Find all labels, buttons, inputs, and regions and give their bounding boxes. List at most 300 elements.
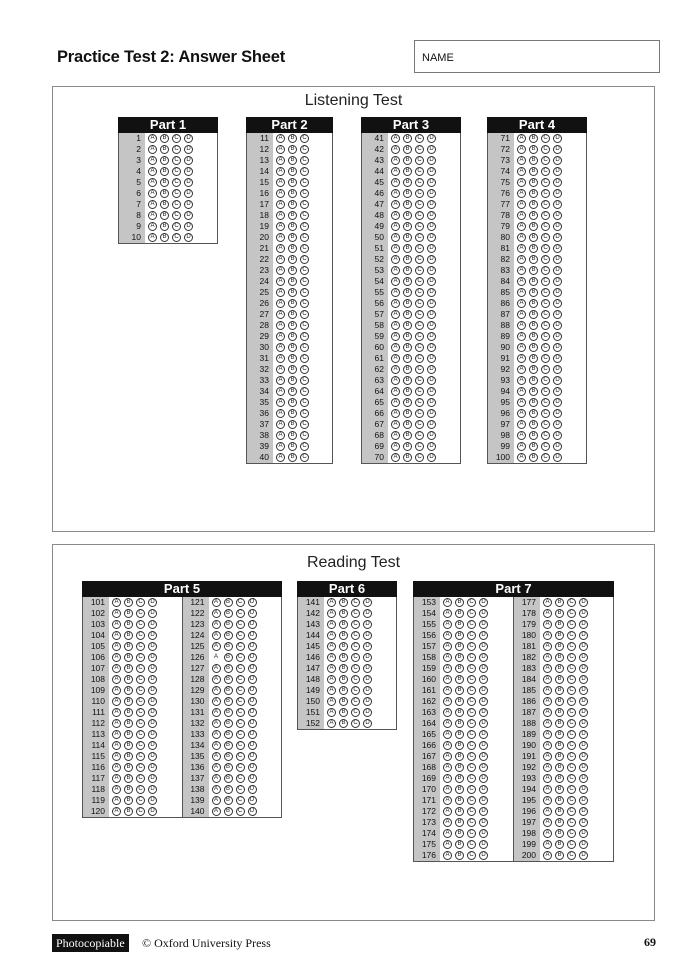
answer-bubble-c[interactable]: C <box>236 697 245 706</box>
answer-bubble-d[interactable]: D <box>553 266 562 275</box>
answer-bubble-c[interactable]: C <box>541 244 550 253</box>
answer-bubble-c[interactable]: C <box>415 211 424 220</box>
answer-bubble-d[interactable]: D <box>248 664 257 673</box>
answer-bubble-c[interactable]: C <box>236 796 245 805</box>
answer-bubble-d[interactable]: D <box>579 719 588 728</box>
answer-bubble-a[interactable]: A <box>443 785 452 794</box>
answer-bubble-d[interactable]: D <box>579 664 588 673</box>
answer-bubble-d[interactable]: D <box>248 752 257 761</box>
answer-bubble-b[interactable]: B <box>224 708 233 717</box>
answer-bubble-d[interactable]: D <box>479 653 488 662</box>
answer-bubble-a[interactable]: A <box>391 321 400 330</box>
answer-bubble-a[interactable]: A <box>327 598 336 607</box>
answer-bubble-c[interactable]: C <box>567 697 576 706</box>
answer-bubble-d[interactable]: D <box>479 708 488 717</box>
answer-bubble-a[interactable]: A <box>112 763 121 772</box>
answer-bubble-d[interactable]: D <box>479 851 488 860</box>
answer-bubble-b[interactable]: B <box>288 244 297 253</box>
answer-bubble-d[interactable]: D <box>148 675 157 684</box>
answer-bubble-a[interactable]: A <box>543 851 552 860</box>
answer-bubble-a[interactable]: A <box>276 266 285 275</box>
answer-bubble-c[interactable]: C <box>415 442 424 451</box>
answer-bubble-d[interactable]: D <box>479 785 488 794</box>
answer-bubble-d[interactable]: D <box>184 134 193 143</box>
answer-bubble-a[interactable]: A <box>517 299 526 308</box>
answer-bubble-b[interactable]: B <box>529 200 538 209</box>
answer-bubble-b[interactable]: B <box>160 233 169 242</box>
answer-bubble-a[interactable]: A <box>391 145 400 154</box>
answer-bubble-a[interactable]: A <box>543 763 552 772</box>
answer-bubble-b[interactable]: B <box>455 818 464 827</box>
answer-bubble-c[interactable]: C <box>467 631 476 640</box>
answer-bubble-a[interactable]: A <box>391 332 400 341</box>
answer-bubble-b[interactable]: B <box>339 642 348 651</box>
answer-bubble-a[interactable]: A <box>391 222 400 231</box>
answer-bubble-d[interactable]: D <box>148 719 157 728</box>
answer-bubble-a[interactable]: A <box>443 829 452 838</box>
answer-bubble-c[interactable]: C <box>567 774 576 783</box>
answer-bubble-b[interactable]: B <box>339 719 348 728</box>
answer-bubble-c[interactable]: C <box>467 730 476 739</box>
answer-bubble-a[interactable]: A <box>517 409 526 418</box>
answer-bubble-d[interactable]: D <box>184 200 193 209</box>
answer-bubble-a[interactable]: A <box>212 752 221 761</box>
answer-bubble-d[interactable]: D <box>553 376 562 385</box>
answer-bubble-b[interactable]: B <box>160 156 169 165</box>
answer-bubble-d[interactable]: D <box>148 664 157 673</box>
answer-bubble-d[interactable]: D <box>427 376 436 385</box>
answer-bubble-c[interactable]: C <box>567 598 576 607</box>
answer-bubble-c[interactable]: C <box>300 222 309 231</box>
answer-bubble-c[interactable]: C <box>136 763 145 772</box>
answer-bubble-c[interactable]: C <box>467 620 476 629</box>
answer-bubble-a[interactable]: A <box>276 343 285 352</box>
answer-bubble-c[interactable]: C <box>236 785 245 794</box>
answer-bubble-a[interactable]: A <box>543 686 552 695</box>
answer-bubble-b[interactable]: B <box>288 299 297 308</box>
answer-bubble-c[interactable]: C <box>541 200 550 209</box>
answer-bubble-d[interactable]: D <box>363 642 372 651</box>
answer-bubble-a[interactable]: A <box>443 840 452 849</box>
answer-bubble-a[interactable]: A <box>112 631 121 640</box>
answer-bubble-b[interactable]: B <box>529 145 538 154</box>
answer-bubble-b[interactable]: B <box>288 310 297 319</box>
answer-bubble-c[interactable]: C <box>415 255 424 264</box>
answer-bubble-b[interactable]: B <box>124 774 133 783</box>
answer-bubble-c[interactable]: C <box>236 686 245 695</box>
answer-bubble-b[interactable]: B <box>160 145 169 154</box>
answer-bubble-a[interactable]: A <box>517 244 526 253</box>
answer-bubble-c[interactable]: C <box>567 840 576 849</box>
answer-bubble-d[interactable]: D <box>553 211 562 220</box>
answer-bubble-a[interactable]: A <box>391 409 400 418</box>
answer-bubble-c[interactable]: C <box>136 752 145 761</box>
answer-bubble-b[interactable]: B <box>288 354 297 363</box>
answer-bubble-c[interactable]: C <box>300 266 309 275</box>
answer-bubble-c[interactable]: C <box>351 631 360 640</box>
answer-bubble-d[interactable]: D <box>427 299 436 308</box>
answer-bubble-c[interactable]: C <box>541 178 550 187</box>
answer-bubble-c[interactable]: C <box>541 321 550 330</box>
answer-bubble-b[interactable]: B <box>124 796 133 805</box>
answer-bubble-a[interactable]: A <box>543 653 552 662</box>
answer-bubble-a[interactable]: A <box>276 354 285 363</box>
answer-bubble-b[interactable]: B <box>555 851 564 860</box>
answer-bubble-b[interactable]: B <box>529 244 538 253</box>
answer-bubble-a[interactable]: A <box>543 697 552 706</box>
answer-bubble-c[interactable]: C <box>415 244 424 253</box>
answer-bubble-b[interactable]: B <box>455 642 464 651</box>
answer-bubble-d[interactable]: D <box>184 222 193 231</box>
answer-bubble-c[interactable]: C <box>467 653 476 662</box>
answer-bubble-c[interactable]: C <box>467 796 476 805</box>
answer-bubble-b[interactable]: B <box>339 631 348 640</box>
answer-bubble-a[interactable]: A <box>543 741 552 750</box>
answer-bubble-c[interactable]: C <box>300 398 309 407</box>
answer-bubble-c[interactable]: C <box>467 752 476 761</box>
answer-bubble-c[interactable]: C <box>300 387 309 396</box>
answer-bubble-c[interactable]: C <box>415 365 424 374</box>
answer-bubble-c[interactable]: C <box>236 741 245 750</box>
answer-bubble-d[interactable]: D <box>248 719 257 728</box>
answer-bubble-c[interactable]: C <box>541 266 550 275</box>
answer-bubble-a[interactable]: A <box>276 211 285 220</box>
answer-bubble-c[interactable]: C <box>172 233 181 242</box>
answer-bubble-b[interactable]: B <box>224 642 233 651</box>
answer-bubble-a[interactable]: A <box>276 376 285 385</box>
answer-bubble-b[interactable]: B <box>529 321 538 330</box>
answer-bubble-b[interactable]: B <box>455 686 464 695</box>
answer-bubble-a[interactable]: A <box>212 620 221 629</box>
answer-bubble-a[interactable]: A <box>443 686 452 695</box>
answer-bubble-a[interactable]: A <box>112 796 121 805</box>
answer-bubble-d[interactable]: D <box>553 167 562 176</box>
answer-bubble-b[interactable]: B <box>455 609 464 618</box>
answer-bubble-c[interactable]: C <box>300 409 309 418</box>
answer-bubble-a[interactable]: A <box>327 719 336 728</box>
answer-bubble-c[interactable]: C <box>415 288 424 297</box>
answer-bubble-d[interactable]: D <box>479 631 488 640</box>
answer-bubble-b[interactable]: B <box>555 840 564 849</box>
answer-bubble-b[interactable]: B <box>403 453 412 462</box>
answer-bubble-a[interactable]: A <box>443 675 452 684</box>
answer-bubble-d[interactable]: D <box>553 365 562 374</box>
answer-bubble-c[interactable]: C <box>415 398 424 407</box>
answer-bubble-c[interactable]: C <box>351 719 360 728</box>
answer-bubble-d[interactable]: D <box>427 200 436 209</box>
answer-bubble-b[interactable]: B <box>455 752 464 761</box>
answer-bubble-c[interactable]: C <box>467 851 476 860</box>
answer-bubble-c[interactable]: C <box>567 642 576 651</box>
answer-bubble-d[interactable]: D <box>184 189 193 198</box>
answer-bubble-a[interactable]: A <box>112 785 121 794</box>
answer-bubble-a[interactable]: A <box>517 343 526 352</box>
answer-bubble-d[interactable]: D <box>579 686 588 695</box>
answer-bubble-a[interactable]: A <box>112 664 121 673</box>
answer-bubble-a[interactable]: A <box>443 598 452 607</box>
answer-bubble-b[interactable]: B <box>555 598 564 607</box>
answer-bubble-c[interactable]: C <box>415 299 424 308</box>
answer-bubble-a[interactable]: A <box>543 631 552 640</box>
answer-bubble-c[interactable]: C <box>567 686 576 695</box>
answer-bubble-a[interactable]: A <box>276 321 285 330</box>
answer-bubble-d[interactable]: D <box>479 620 488 629</box>
answer-bubble-b[interactable]: B <box>160 167 169 176</box>
answer-bubble-c[interactable]: C <box>567 807 576 816</box>
answer-bubble-d[interactable]: D <box>579 807 588 816</box>
answer-bubble-b[interactable]: B <box>224 697 233 706</box>
answer-bubble-c[interactable]: C <box>172 222 181 231</box>
answer-bubble-a[interactable]: A <box>276 222 285 231</box>
answer-bubble-c[interactable]: C <box>300 167 309 176</box>
answer-bubble-a[interactable]: A <box>543 840 552 849</box>
answer-bubble-a[interactable]: A <box>391 156 400 165</box>
answer-bubble-c[interactable]: C <box>136 708 145 717</box>
answer-bubble-a[interactable]: A <box>276 387 285 396</box>
answer-bubble-b[interactable]: B <box>529 156 538 165</box>
answer-bubble-a[interactable]: A <box>327 697 336 706</box>
answer-bubble-b[interactable]: B <box>224 763 233 772</box>
answer-bubble-b[interactable]: B <box>403 244 412 253</box>
answer-bubble-c[interactable]: C <box>467 829 476 838</box>
answer-bubble-d[interactable]: D <box>427 244 436 253</box>
answer-bubble-a[interactable]: A <box>443 620 452 629</box>
answer-bubble-b[interactable]: B <box>224 609 233 618</box>
answer-bubble-d[interactable]: D <box>363 719 372 728</box>
answer-bubble-d[interactable]: D <box>148 653 157 662</box>
answer-bubble-c[interactable]: C <box>236 763 245 772</box>
answer-bubble-c[interactable]: C <box>541 233 550 242</box>
answer-bubble-d[interactable]: D <box>553 178 562 187</box>
answer-bubble-b[interactable]: B <box>124 653 133 662</box>
answer-bubble-b[interactable]: B <box>455 829 464 838</box>
answer-bubble-a[interactable]: A <box>391 354 400 363</box>
answer-bubble-c[interactable]: C <box>541 288 550 297</box>
answer-bubble-b[interactable]: B <box>403 255 412 264</box>
answer-bubble-b[interactable]: B <box>403 288 412 297</box>
answer-bubble-d[interactable]: D <box>553 288 562 297</box>
answer-bubble-b[interactable]: B <box>455 708 464 717</box>
answer-bubble-d[interactable]: D <box>427 343 436 352</box>
answer-bubble-b[interactable]: B <box>403 222 412 231</box>
answer-bubble-b[interactable]: B <box>555 620 564 629</box>
answer-bubble-a[interactable]: A <box>391 431 400 440</box>
answer-bubble-c[interactable]: C <box>136 785 145 794</box>
answer-bubble-d[interactable]: D <box>553 332 562 341</box>
answer-bubble-d[interactable]: D <box>248 642 257 651</box>
answer-bubble-c[interactable]: C <box>467 807 476 816</box>
answer-bubble-d[interactable]: D <box>579 741 588 750</box>
answer-bubble-d[interactable]: D <box>553 431 562 440</box>
answer-bubble-b[interactable]: B <box>339 609 348 618</box>
answer-bubble-d[interactable]: D <box>553 233 562 242</box>
answer-bubble-a[interactable]: A <box>148 211 157 220</box>
answer-bubble-a[interactable]: A <box>212 796 221 805</box>
answer-bubble-a[interactable]: A <box>112 774 121 783</box>
answer-bubble-b[interactable]: B <box>529 343 538 352</box>
answer-bubble-b[interactable]: B <box>160 222 169 231</box>
answer-bubble-b[interactable]: B <box>403 321 412 330</box>
answer-bubble-b[interactable]: B <box>403 409 412 418</box>
answer-bubble-a[interactable]: A <box>112 719 121 728</box>
answer-bubble-a[interactable]: A <box>517 178 526 187</box>
answer-bubble-d[interactable]: D <box>479 741 488 750</box>
answer-bubble-a[interactable]: A <box>443 719 452 728</box>
answer-bubble-a[interactable]: A <box>212 719 221 728</box>
answer-bubble-c[interactable]: C <box>415 409 424 418</box>
answer-bubble-a[interactable]: A <box>212 675 221 684</box>
answer-bubble-c[interactable]: C <box>136 631 145 640</box>
answer-bubble-d[interactable]: D <box>553 409 562 418</box>
answer-bubble-c[interactable]: C <box>300 321 309 330</box>
answer-bubble-b[interactable]: B <box>403 211 412 220</box>
answer-bubble-a[interactable]: A <box>212 609 221 618</box>
answer-bubble-b[interactable]: B <box>160 211 169 220</box>
answer-bubble-c[interactable]: C <box>351 653 360 662</box>
answer-bubble-a[interactable]: A <box>112 642 121 651</box>
answer-bubble-d[interactable]: D <box>427 310 436 319</box>
answer-bubble-b[interactable]: B <box>288 145 297 154</box>
answer-bubble-b[interactable]: B <box>403 354 412 363</box>
answer-bubble-b[interactable]: B <box>555 675 564 684</box>
answer-bubble-b[interactable]: B <box>529 211 538 220</box>
answer-bubble-c[interactable]: C <box>415 431 424 440</box>
answer-bubble-a[interactable]: A <box>517 233 526 242</box>
answer-bubble-d[interactable]: D <box>579 598 588 607</box>
answer-bubble-b[interactable]: B <box>529 387 538 396</box>
answer-bubble-a[interactable]: A <box>276 233 285 242</box>
answer-bubble-c[interactable]: C <box>236 752 245 761</box>
answer-bubble-b[interactable]: B <box>288 442 297 451</box>
answer-bubble-b[interactable]: B <box>555 642 564 651</box>
answer-bubble-b[interactable]: B <box>455 774 464 783</box>
answer-bubble-d[interactable]: D <box>553 310 562 319</box>
answer-bubble-c[interactable]: C <box>541 145 550 154</box>
answer-bubble-b[interactable]: B <box>529 420 538 429</box>
answer-bubble-b[interactable]: B <box>403 310 412 319</box>
answer-bubble-c[interactable]: C <box>236 708 245 717</box>
answer-bubble-c[interactable]: C <box>415 167 424 176</box>
answer-bubble-a[interactable]: A <box>148 233 157 242</box>
answer-bubble-a[interactable]: A <box>391 200 400 209</box>
answer-bubble-b[interactable]: B <box>403 398 412 407</box>
answer-bubble-c[interactable]: C <box>541 431 550 440</box>
answer-bubble-d[interactable]: D <box>479 719 488 728</box>
answer-bubble-a[interactable]: A <box>148 156 157 165</box>
answer-bubble-d[interactable]: D <box>148 620 157 629</box>
answer-bubble-c[interactable]: C <box>541 222 550 231</box>
answer-bubble-d[interactable]: D <box>427 420 436 429</box>
answer-bubble-a[interactable]: A <box>112 708 121 717</box>
answer-bubble-b[interactable]: B <box>288 376 297 385</box>
answer-bubble-b[interactable]: B <box>224 675 233 684</box>
answer-bubble-c[interactable]: C <box>567 763 576 772</box>
answer-bubble-d[interactable]: D <box>579 796 588 805</box>
answer-bubble-c[interactable]: C <box>541 332 550 341</box>
answer-bubble-d[interactable]: D <box>479 686 488 695</box>
answer-bubble-c[interactable]: C <box>236 631 245 640</box>
answer-bubble-c[interactable]: C <box>467 741 476 750</box>
answer-bubble-a[interactable]: A <box>391 310 400 319</box>
answer-bubble-b[interactable]: B <box>339 708 348 717</box>
answer-bubble-c[interactable]: C <box>541 211 550 220</box>
answer-bubble-a[interactable]: A <box>517 255 526 264</box>
answer-bubble-d[interactable]: D <box>148 598 157 607</box>
answer-bubble-a[interactable]: A <box>276 145 285 154</box>
answer-bubble-d[interactable]: D <box>553 442 562 451</box>
answer-bubble-a[interactable]: A <box>112 653 121 662</box>
answer-bubble-b[interactable]: B <box>455 620 464 629</box>
answer-bubble-d[interactable]: D <box>479 642 488 651</box>
answer-bubble-c[interactable]: C <box>351 664 360 673</box>
answer-bubble-b[interactable]: B <box>288 266 297 275</box>
answer-bubble-d[interactable]: D <box>579 774 588 783</box>
answer-bubble-b[interactable]: B <box>339 653 348 662</box>
answer-bubble-d[interactable]: D <box>553 200 562 209</box>
answer-bubble-d[interactable]: D <box>427 409 436 418</box>
answer-bubble-c[interactable]: C <box>300 376 309 385</box>
answer-bubble-b[interactable]: B <box>529 431 538 440</box>
answer-bubble-a[interactable]: A <box>517 354 526 363</box>
answer-bubble-d[interactable]: D <box>248 620 257 629</box>
answer-bubble-b[interactable]: B <box>124 598 133 607</box>
answer-bubble-d[interactable]: D <box>553 244 562 253</box>
answer-bubble-b[interactable]: B <box>403 200 412 209</box>
answer-bubble-b[interactable]: B <box>288 189 297 198</box>
answer-bubble-d[interactable]: D <box>363 675 372 684</box>
answer-bubble-a[interactable]: A <box>112 807 121 816</box>
answer-bubble-d[interactable]: D <box>579 609 588 618</box>
answer-bubble-a[interactable]: A <box>543 620 552 629</box>
answer-bubble-d[interactable]: D <box>184 211 193 220</box>
answer-bubble-a[interactable]: A <box>276 244 285 253</box>
answer-bubble-d[interactable]: D <box>479 752 488 761</box>
answer-bubble-b[interactable]: B <box>224 653 233 662</box>
answer-bubble-a[interactable]: A <box>112 620 121 629</box>
answer-bubble-b[interactable]: B <box>124 752 133 761</box>
answer-bubble-d[interactable]: D <box>248 598 257 607</box>
answer-bubble-c[interactable]: C <box>415 453 424 462</box>
answer-bubble-c[interactable]: C <box>351 598 360 607</box>
answer-bubble-a[interactable]: A <box>517 200 526 209</box>
answer-bubble-c[interactable]: C <box>172 178 181 187</box>
answer-bubble-a[interactable]: A <box>443 730 452 739</box>
answer-bubble-a[interactable]: A <box>212 697 221 706</box>
answer-bubble-b[interactable]: B <box>224 741 233 750</box>
name-field[interactable] <box>414 40 660 73</box>
answer-bubble-c[interactable]: C <box>567 785 576 794</box>
answer-bubble-d[interactable]: D <box>479 818 488 827</box>
answer-bubble-b[interactable]: B <box>224 730 233 739</box>
answer-bubble-c[interactable]: C <box>351 686 360 695</box>
answer-bubble-c[interactable]: C <box>300 233 309 242</box>
answer-bubble-a[interactable]: A <box>517 145 526 154</box>
answer-bubble-c[interactable]: C <box>236 664 245 673</box>
answer-bubble-c[interactable]: C <box>415 310 424 319</box>
answer-bubble-c[interactable]: C <box>467 609 476 618</box>
answer-bubble-c[interactable]: C <box>172 156 181 165</box>
answer-bubble-b[interactable]: B <box>529 255 538 264</box>
answer-bubble-a[interactable]: A <box>543 730 552 739</box>
answer-bubble-a[interactable]: A <box>391 134 400 143</box>
answer-bubble-d[interactable]: D <box>148 730 157 739</box>
answer-bubble-a[interactable]: A <box>212 708 221 717</box>
answer-bubble-a[interactable]: A <box>517 189 526 198</box>
answer-bubble-c[interactable]: C <box>415 343 424 352</box>
answer-bubble-a[interactable]: A <box>517 387 526 396</box>
answer-bubble-c[interactable]: C <box>567 620 576 629</box>
answer-bubble-b[interactable]: B <box>529 266 538 275</box>
